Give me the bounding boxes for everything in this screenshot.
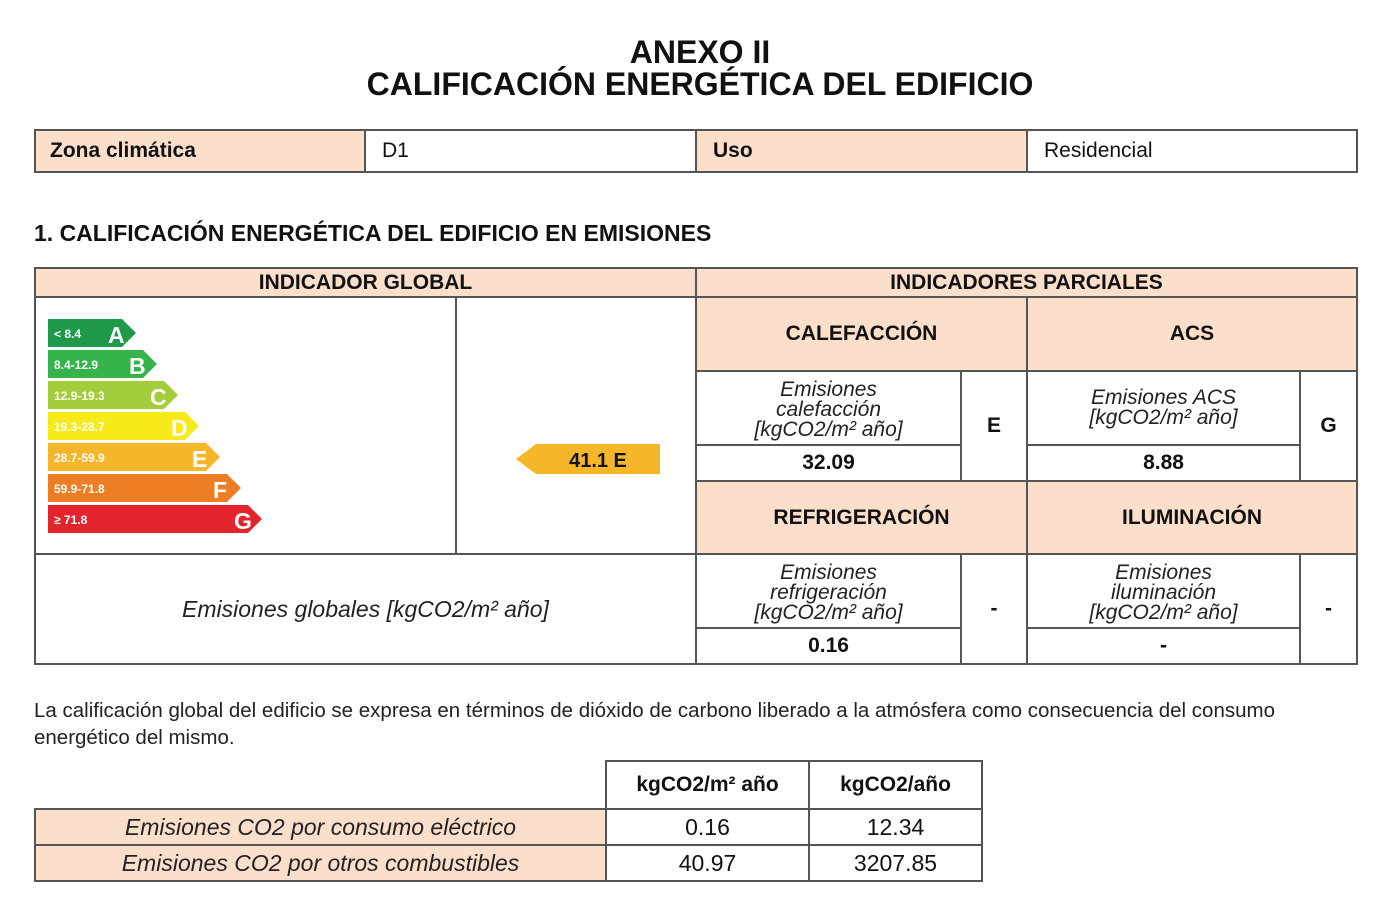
iluminacion-header: ILUMINACIÓN	[1026, 480, 1358, 555]
global-indicator-header: INDICADOR GLOBAL	[34, 267, 697, 298]
calefaccion-header: CALEFACCIÓN	[695, 296, 1028, 372]
scale-range-e: 28.7-59.9	[54, 451, 105, 465]
scale-range-c: 12.9-19.3	[54, 389, 105, 403]
scale-bar-e	[48, 443, 220, 472]
calefaccion-value: 32.09	[695, 444, 962, 482]
partial-indicators-header: INDICADORES PARCIALES	[695, 267, 1358, 298]
scale-letter-g: G	[234, 508, 252, 534]
acs-header: ACS	[1026, 296, 1358, 372]
scale-range-f: 59.9-71.8	[54, 482, 105, 496]
iluminacion-grade: -	[1299, 553, 1358, 665]
scale-range-d: 19.3-28.7	[54, 420, 105, 434]
uso-label: Uso	[695, 129, 1028, 173]
row-other-label: Emisiones CO2 por otros combustibles	[34, 844, 607, 882]
scale-range-a: < 8.4	[54, 327, 82, 341]
scale-letter-d: D	[171, 415, 188, 441]
acs-value: 8.88	[1026, 444, 1301, 482]
iluminacion-label: Emisiones iluminación [kgCO2/m² año]	[1026, 553, 1301, 629]
scale-bar-g	[48, 505, 262, 534]
col-per-year-header: kgCO2/año	[808, 760, 983, 810]
refrigeracion-value: 0.16	[695, 627, 962, 665]
calefaccion-label: Emisiones calefacción [kgCO2/m² año]	[695, 370, 962, 446]
iluminacion-value: -	[1026, 627, 1301, 665]
description-text: La calificación global del edificio se expresa en términos de dióxido de carbono liberado a la atmósfera como consecuencia del consumo energético del mismo.	[34, 699, 1275, 749]
page-title: CALIFICACIÓN ENERGÉTICA DEL EDIFICIO	[366, 66, 1034, 102]
row-other-per-m2: 40.97	[605, 844, 810, 882]
row-electric-per-m2: 0.16	[605, 808, 810, 846]
scale-letter-a: A	[108, 322, 125, 348]
scale-bar-a	[48, 319, 136, 348]
acs-label: Emisiones ACS [kgCO2/m² año]	[1026, 370, 1301, 446]
scale-letter-c: C	[150, 384, 167, 410]
section-heading: 1. CALIFICACIÓN ENERGÉTICA DEL EDIFICIO EN EMISIONES	[34, 220, 712, 246]
row-other-per-year: 3207.85	[808, 844, 983, 882]
row-electric-label: Emisiones CO2 por consumo eléctrico	[34, 808, 607, 846]
rating-value: 41.1 E	[569, 450, 627, 472]
divider	[455, 296, 457, 555]
scale-bar-c	[48, 381, 178, 410]
zona-value: D1	[364, 129, 697, 173]
uso-value: Residencial	[1026, 129, 1358, 173]
scale-bar-f	[48, 474, 241, 503]
annex-title: ANEXO II	[629, 34, 771, 70]
scale-letter-b: B	[129, 353, 146, 379]
refrigeracion-label: Emisiones refrigeración [kgCO2/m² año]	[695, 553, 962, 629]
scale-letter-f: F	[213, 477, 228, 503]
calefaccion-grade: E	[960, 370, 1028, 482]
scale-letter-e: E	[192, 446, 208, 472]
scale-bar-d	[48, 412, 199, 441]
col-per-m2-header: kgCO2/m² año	[605, 760, 810, 810]
zona-label: Zona climática	[34, 129, 366, 173]
row-electric-per-year: 12.34	[808, 808, 983, 846]
scale-bar-b	[48, 350, 157, 379]
acs-grade: G	[1299, 370, 1358, 482]
refrigeracion-grade: -	[960, 553, 1028, 665]
global-emissions-label: Emisiones globales [kgCO2/m² año]	[34, 553, 697, 665]
scale-range-b: 8.4-12.9	[54, 358, 99, 372]
scale-range-g: ≥ 71.8	[54, 513, 88, 527]
refrigeracion-header: REFRIGERACIÓN	[695, 480, 1028, 555]
energy-scale	[44, 312, 284, 542]
rating-arrow	[512, 442, 664, 476]
